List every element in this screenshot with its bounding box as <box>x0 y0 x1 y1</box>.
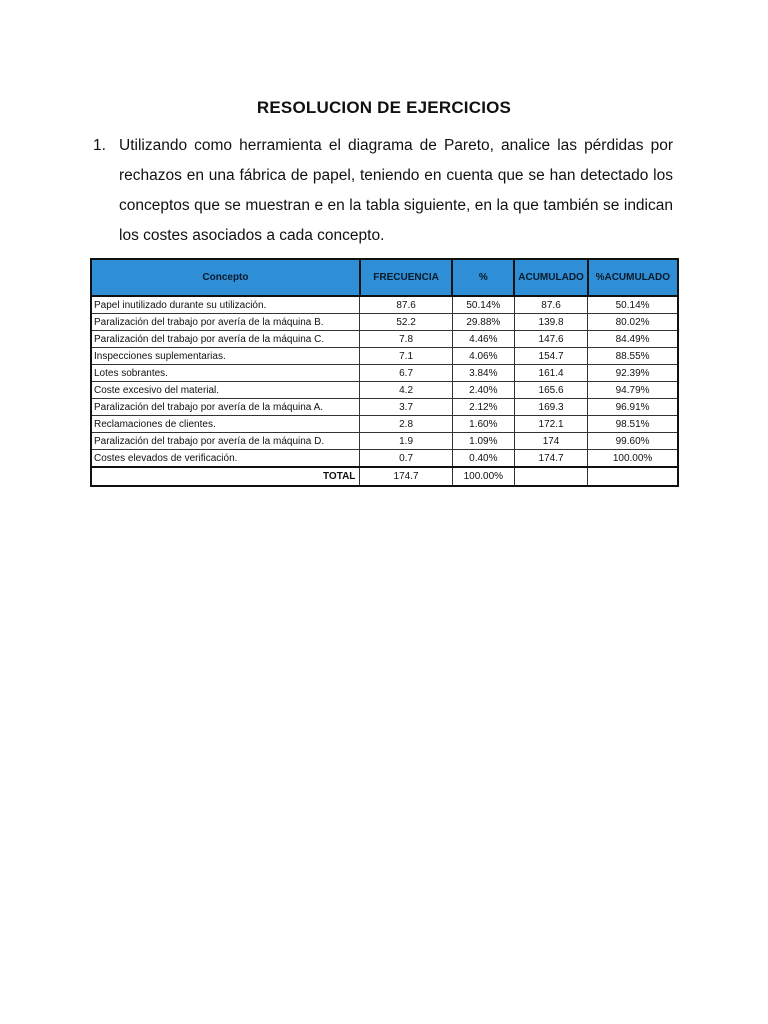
cell-concepto: Lotes sobrantes. <box>91 365 360 382</box>
total-acumulado <box>514 467 587 486</box>
cell-percent: 50.14% <box>452 296 514 314</box>
cell-percent: 3.84% <box>452 365 514 382</box>
table-row <box>91 314 678 331</box>
cell-acumulado: 169.3 <box>514 399 587 416</box>
column-header-concepto: Concepto <box>91 259 360 296</box>
cell-percent-acumulado: 96.91% <box>588 399 678 416</box>
exercise-statement <box>93 131 673 251</box>
table-row <box>91 399 678 416</box>
cell-percent-acumulado: 94.79% <box>588 382 678 399</box>
cell-percent: 0.40% <box>452 450 514 468</box>
cell-acumulado: 161.4 <box>514 365 587 382</box>
cell-frecuencia: 6.7 <box>360 365 452 382</box>
table-row <box>91 365 678 382</box>
cell-percent: 29.88% <box>452 314 514 331</box>
table-row <box>91 348 678 365</box>
cell-acumulado: 172.1 <box>514 416 587 433</box>
table-row <box>91 296 678 314</box>
table-row <box>91 450 678 468</box>
cell-frecuencia: 52.2 <box>360 314 452 331</box>
exercise-number: 1. <box>93 137 106 154</box>
cell-frecuencia: 0.7 <box>360 450 452 468</box>
cell-concepto: Coste excesivo del material. <box>91 382 360 399</box>
column-header-percent: % <box>452 259 514 296</box>
cell-frecuencia: 7.1 <box>360 348 452 365</box>
cell-percent: 2.40% <box>452 382 514 399</box>
exercise-text: Utilizando como herramienta el diagrama de Pareto, analice las pérdidas por rechazos en una fábrica de papel, teniendo en cuenta que se han detectado los conceptos que se muestran e en la tabla siguiente, en la que también se indican los costes asociados a cada concepto. <box>119 137 673 244</box>
column-header-acumulado: ACUMULADO <box>514 259 587 296</box>
table-row <box>91 433 678 450</box>
table-header-row <box>91 259 678 296</box>
cell-percent-acumulado: 88.55% <box>588 348 678 365</box>
cell-acumulado: 154.7 <box>514 348 587 365</box>
cell-percent-acumulado: 92.39% <box>588 365 678 382</box>
cell-acumulado: 174 <box>514 433 587 450</box>
total-label: TOTAL <box>91 467 360 486</box>
cell-concepto: Paralización del trabajo por avería de la máquina C. <box>91 331 360 348</box>
cell-acumulado: 165.6 <box>514 382 587 399</box>
pareto-table <box>90 258 679 487</box>
cell-percent-acumulado: 99.60% <box>588 433 678 450</box>
cell-concepto: Reclamaciones de clientes. <box>91 416 360 433</box>
cell-acumulado: 87.6 <box>514 296 587 314</box>
cell-frecuencia: 2.8 <box>360 416 452 433</box>
cell-concepto: Papel inutilizado durante su utilización. <box>91 296 360 314</box>
cell-frecuencia: 87.6 <box>360 296 452 314</box>
column-header-percent-acumulado: %ACUMULADO <box>588 259 678 296</box>
cell-percent-acumulado: 50.14% <box>588 296 678 314</box>
cell-acumulado: 139.8 <box>514 314 587 331</box>
cell-concepto: Costes elevados de verificación. <box>91 450 360 468</box>
cell-frecuencia: 7.8 <box>360 331 452 348</box>
total-row <box>91 467 678 486</box>
cell-frecuencia: 1.9 <box>360 433 452 450</box>
cell-acumulado: 174.7 <box>514 450 587 468</box>
table-row <box>91 416 678 433</box>
page-title: RESOLUCION DE EJERCICIOS <box>256 98 512 117</box>
cell-percent: 2.12% <box>452 399 514 416</box>
total-frecuencia: 174.7 <box>360 467 452 486</box>
cell-concepto: Paralización del trabajo por avería de la máquina A. <box>91 399 360 416</box>
cell-frecuencia: 3.7 <box>360 399 452 416</box>
cell-percent: 4.46% <box>452 331 514 348</box>
cell-percent-acumulado: 100.00% <box>588 450 678 468</box>
cell-percent-acumulado: 98.51% <box>588 416 678 433</box>
table-row <box>91 382 678 399</box>
cell-concepto: Paralización del trabajo por avería de la máquina D. <box>91 433 360 450</box>
cell-percent: 1.09% <box>452 433 514 450</box>
cell-acumulado: 147.6 <box>514 331 587 348</box>
table-row <box>91 331 678 348</box>
cell-percent: 1.60% <box>452 416 514 433</box>
cell-frecuencia: 4.2 <box>360 382 452 399</box>
total-percent: 100.00% <box>452 467 514 486</box>
cell-concepto: Paralización del trabajo por avería de la máquina B. <box>91 314 360 331</box>
cell-percent: 4.06% <box>452 348 514 365</box>
total-percent-acumulado <box>588 467 678 486</box>
cell-percent-acumulado: 80.02% <box>588 314 678 331</box>
cell-concepto: Inspecciones suplementarias. <box>91 348 360 365</box>
column-header-frecuencia: FRECUENCIA <box>360 259 452 296</box>
cell-percent-acumulado: 84.49% <box>588 331 678 348</box>
